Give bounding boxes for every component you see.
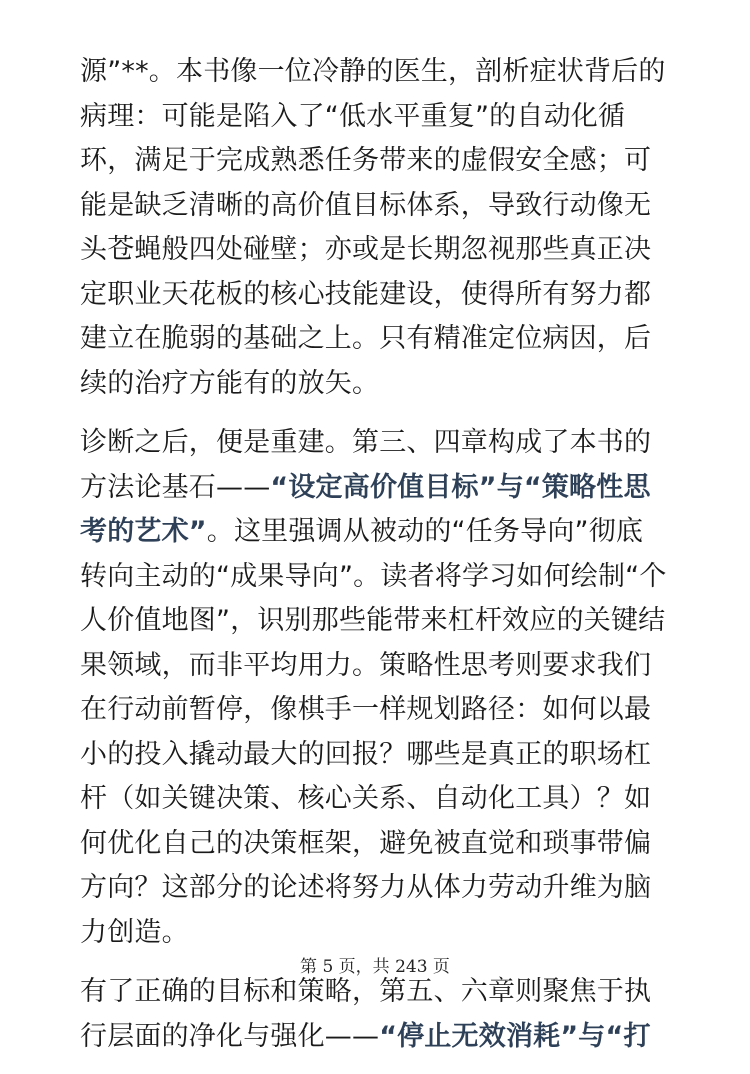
page-number-footer: 第 5 页，共 243 页	[300, 957, 450, 977]
paragraph-2-text-b: 。这里强调从被动的“任务导向”彻底转向主动的“成果导向”。读者将学习如何绘制“个人价值地图”，识别那些能带来杠杆效应的关键结果领域，而非平均用力。策略性思考则要求我们在行动前暂停，像棋手一样规划路径：如何以最小的投入撬动最大的回报？哪些是真正的职场杠杆（如关键决策、核心关系、自动化工具）？如何优化自己的决策框架，避免被直觉和琐事带偏方向？这部分的论述将努力从体力劳动升维为脑力创造。	[80, 516, 667, 948]
paragraph-3-highlight: “停止无效消耗”与“打	[379, 1020, 651, 1052]
body-text	[80, 50, 670, 1074]
paragraph-3	[80, 970, 670, 1059]
paragraph-2	[80, 421, 670, 955]
paragraph-2-highlight: “设定高价值目标”与“策略性思考的艺术”	[80, 471, 651, 547]
paragraph-1-text: 源”**。本书像一位冷静的医生，剖析症状背后的病理：可能是陷入了“低水平重复”的自动化循环，满足于完成熟悉任务带来的虚假安全感；可能是缺乏清晰的高价值目标体系，导致行动像无头苍蝇般四处碰壁；亦或是长期忽视那些真正决定职业天花板的核心技能建设，使得所有努力都建立在脆弱的基础之上。只有精准定位病因，后续的治疗方能有的放矢。	[80, 56, 666, 399]
paragraph-3-text-a: 有了正确的目标和策略，第五、六章则聚焦于执行层面的净化与强化——	[80, 976, 652, 1052]
paragraph-1	[80, 50, 670, 406]
paragraph-2-text-a: 诊断之后，便是重建。第三、四章构成了本书的方法论基石——	[80, 427, 652, 503]
